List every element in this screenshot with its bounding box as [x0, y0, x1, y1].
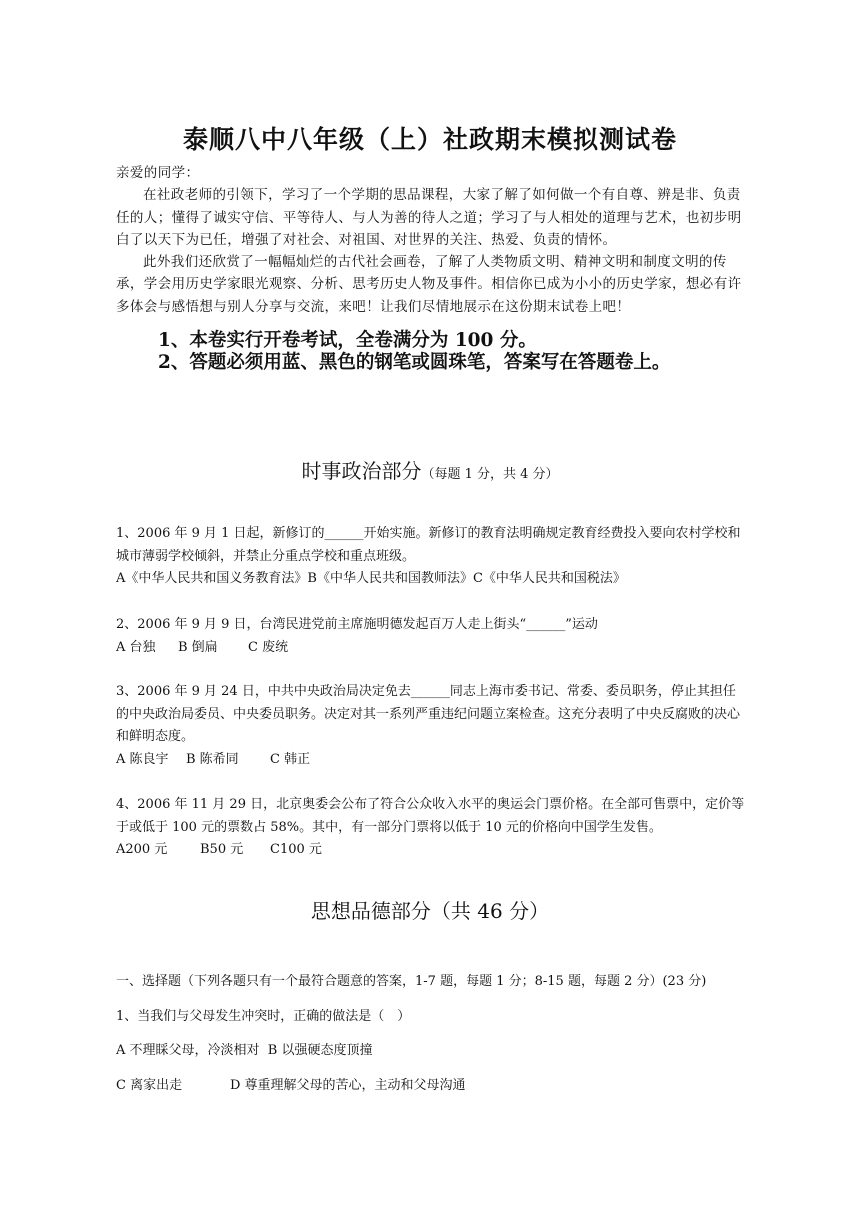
section-current-affairs-title: [0, 455, 860, 484]
question-4-options: [116, 839, 748, 862]
question-1-text: 1、2006 年 9 月 1 日起，新修订的______开始实施。新修订的教育法明确规定教育经费投入要向农村学校和城市薄弱学校倾斜，并禁止分重点学校和重点班级。: [116, 526, 741, 564]
page-title: 泰顺八中八年级（上）社政期末模拟测试卷: [182, 125, 677, 154]
part1-question-1-option-d: D 尊重理解父母的苦心，主动和父母沟通: [230, 1078, 466, 1093]
question-3-text: 3、2006 年 9 月 24 日，中共中央政治局决定免去______同志上海市委书记、常委、委员职务，停止其担任的中央政治局委员、中央委员职务。决定对其一系列严重违纪问题立案检查。这充分表明了中央反腐败的决心和鲜明态度。: [116, 684, 741, 744]
question-4-option-c: C100 元: [270, 842, 322, 857]
part1-question-1-options-row-2: [116, 1074, 756, 1093]
question-4-text: 4、2006 年 11 月 29 日，北京奥委会公布了符合公众收入水平的奥运会门票价格。在全部可售票中，定价等于或低于 100 元的票数占 58%。其中，有一部分门票将以低于 10 元的价格向中国学生发售。: [116, 797, 745, 835]
note-1: 1、本卷实行开卷考试，全卷满分为 100 分。: [158, 330, 537, 351]
part1-question-1: 1、当我们与父母发生冲突时，正确的做法是（ ）: [116, 1009, 411, 1024]
question-4-option-b: B50 元: [200, 842, 244, 857]
part1-heading: 一、选择题（下列各题只有一个最符合题意的答案，1-7 题，每题 1 分；8-15 题，每题 2 分）(23 分): [116, 974, 707, 989]
exam-notes: [158, 330, 808, 374]
question-3-options: [116, 749, 748, 772]
part1-question-1-options-row-1: [116, 1039, 756, 1058]
note-2: 2、答题必须用蓝、黑色的钢笔或圆珠笔，答案写在答题卷上。: [158, 352, 671, 373]
intro-paragraph-2: 此外我们还欣赏了一幅幅灿烂的古代社会画卷，了解了人类物质文明、精神文明和制度文明的传承，学会用历史学家眼光观察、分析、思考历史人物及事件。相信你已成为小小的历史学家，想必有许多体会与感悟想与别人分享与交流，来吧！让我们尽情地展示在这份期末试卷上吧！: [116, 254, 742, 315]
question-3-option-b: B 陈希同: [186, 751, 239, 767]
section-current-affairs-subtitle: （每题 1 分，共 4 分）: [421, 467, 559, 482]
intro-letter: [116, 162, 748, 318]
section-current-affairs-label: 时事政治部分: [301, 459, 422, 483]
question-2-text: 2、2006 年 9 月 9 日，台湾民进党前主席施明德发起百万人走上街头“______”运动: [116, 617, 598, 632]
question-2-option-a: A 台独: [116, 639, 156, 655]
question-2: [116, 614, 748, 659]
question-4: [116, 794, 748, 862]
question-3-option-c: C 韩正: [270, 751, 311, 767]
question-4-option-a: A200 元: [116, 842, 168, 857]
part1-question-1-option-b: B 以强硬态度顶撞: [267, 1043, 373, 1058]
part1-question-1-option-a: A 不理睬父母，冷淡相对: [116, 1043, 260, 1058]
question-3-option-a: A 陈良宇: [116, 751, 169, 767]
question-1: [116, 523, 748, 591]
intro-greeting: 亲爱的同学：: [116, 165, 200, 181]
part1-question-1-option-c: C 离家出走: [116, 1078, 183, 1093]
question-3: [116, 681, 748, 771]
question-1-options: [116, 568, 748, 591]
question-2-option-b: B 倒扁: [178, 639, 218, 655]
question-2-options: [116, 637, 748, 660]
section-morality-title: 思想品德部分（共 46 分）: [310, 899, 550, 923]
intro-paragraph-1: 在社政老师的引领下，学习了一个学期的思品课程，大家了解了如何做一个有自尊、辨是非、负责任的人；懂得了诚实守信、平等待人、与人为善的待人之道；学习了与人相处的道理与艺术，也初步明白了以天下为已任，增强了对社会、对祖国、对世界的关注、热爱、负责的情怀。: [116, 187, 742, 248]
question-2-option-c: C 废统: [248, 639, 289, 655]
question-1-option: A《中华人民共和国义务教育法》B《中华人民共和国教师法》C《中华人民共和国税法》: [116, 571, 626, 586]
